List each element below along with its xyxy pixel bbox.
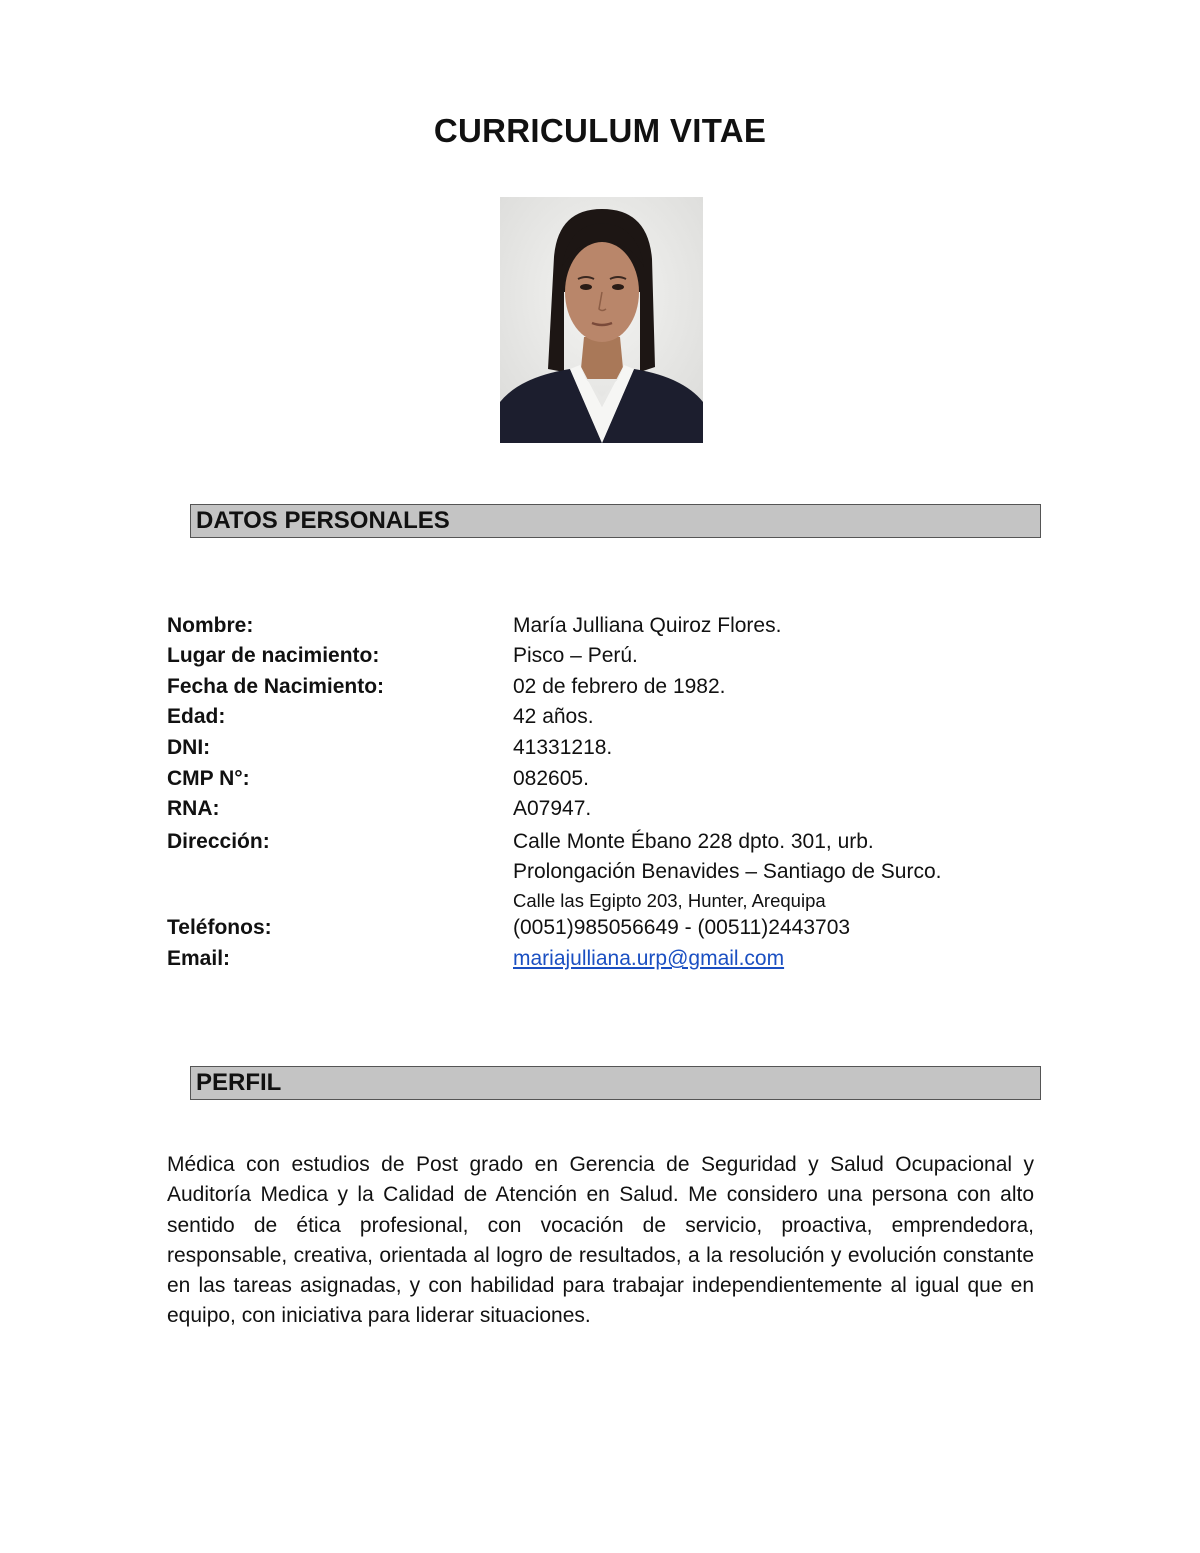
label-nombre: Nombre: (167, 614, 254, 637)
value-nombre: María Julliana Quiroz Flores. (513, 614, 782, 637)
value-direccion-linea1: Calle Monte Ébano 228 dpto. 301, urb. (513, 830, 874, 853)
profile-photo (500, 197, 703, 443)
label-dni: DNI: (167, 736, 211, 759)
label-telefonos: Teléfonos: (167, 916, 272, 939)
email-link[interactable]: mariajulliana.urp@gmail.com (513, 947, 785, 970)
value-dni: 41331218. (513, 736, 613, 759)
label-rna: RNA: (167, 797, 220, 820)
value-telefonos: (0051)985056649 - (00511)2443703 (513, 916, 851, 939)
label-email: Email: (167, 947, 231, 970)
page-title: CURRICULUM VITAE (433, 112, 767, 149)
section-header-perfil: PERFIL (190, 1066, 1041, 1100)
profile-paragraph: Médica con estudios de Post grado en Gerencia de Seguridad y Salud Ocupacional y Auditoría Medica y la Calidad de Atención en Salud. Me considero una persona con alto sentido de ética profesional, con vocación de servicio, proactiva, emprendedora, responsable, creativa, orientada al logro de resultados, a la resolución y evolución constante en las tareas asignadas, y con habilidad para trabajar independientemente al igual que en equipo, con iniciativa para liderar situaciones. (167, 1153, 1034, 1328)
label-lugar-nacimiento: Lugar de nacimiento: (167, 644, 380, 667)
section-header-datos-personales: DATOS PERSONALES (190, 504, 1041, 538)
value-cmp: 082605. (513, 767, 589, 790)
value-lugar-nacimiento: Pisco – Perú. (513, 644, 638, 667)
label-cmp: CMP N°: (167, 767, 250, 790)
label-edad: Edad: (167, 705, 226, 728)
value-direccion-linea2: Prolongación Benavides – Santiago de Surco. (513, 860, 942, 883)
value-edad: 42 años. (513, 705, 594, 728)
value-rna: A07947. (513, 797, 592, 820)
label-direccion: Dirección: (167, 830, 270, 853)
value-direccion-linea3: Calle las Egipto 203, Hunter, Arequipa (513, 890, 826, 911)
label-fecha-nacimiento: Fecha de Nacimiento: (167, 675, 385, 698)
value-fecha-nacimiento: 02 de febrero de 1982. (513, 675, 726, 698)
